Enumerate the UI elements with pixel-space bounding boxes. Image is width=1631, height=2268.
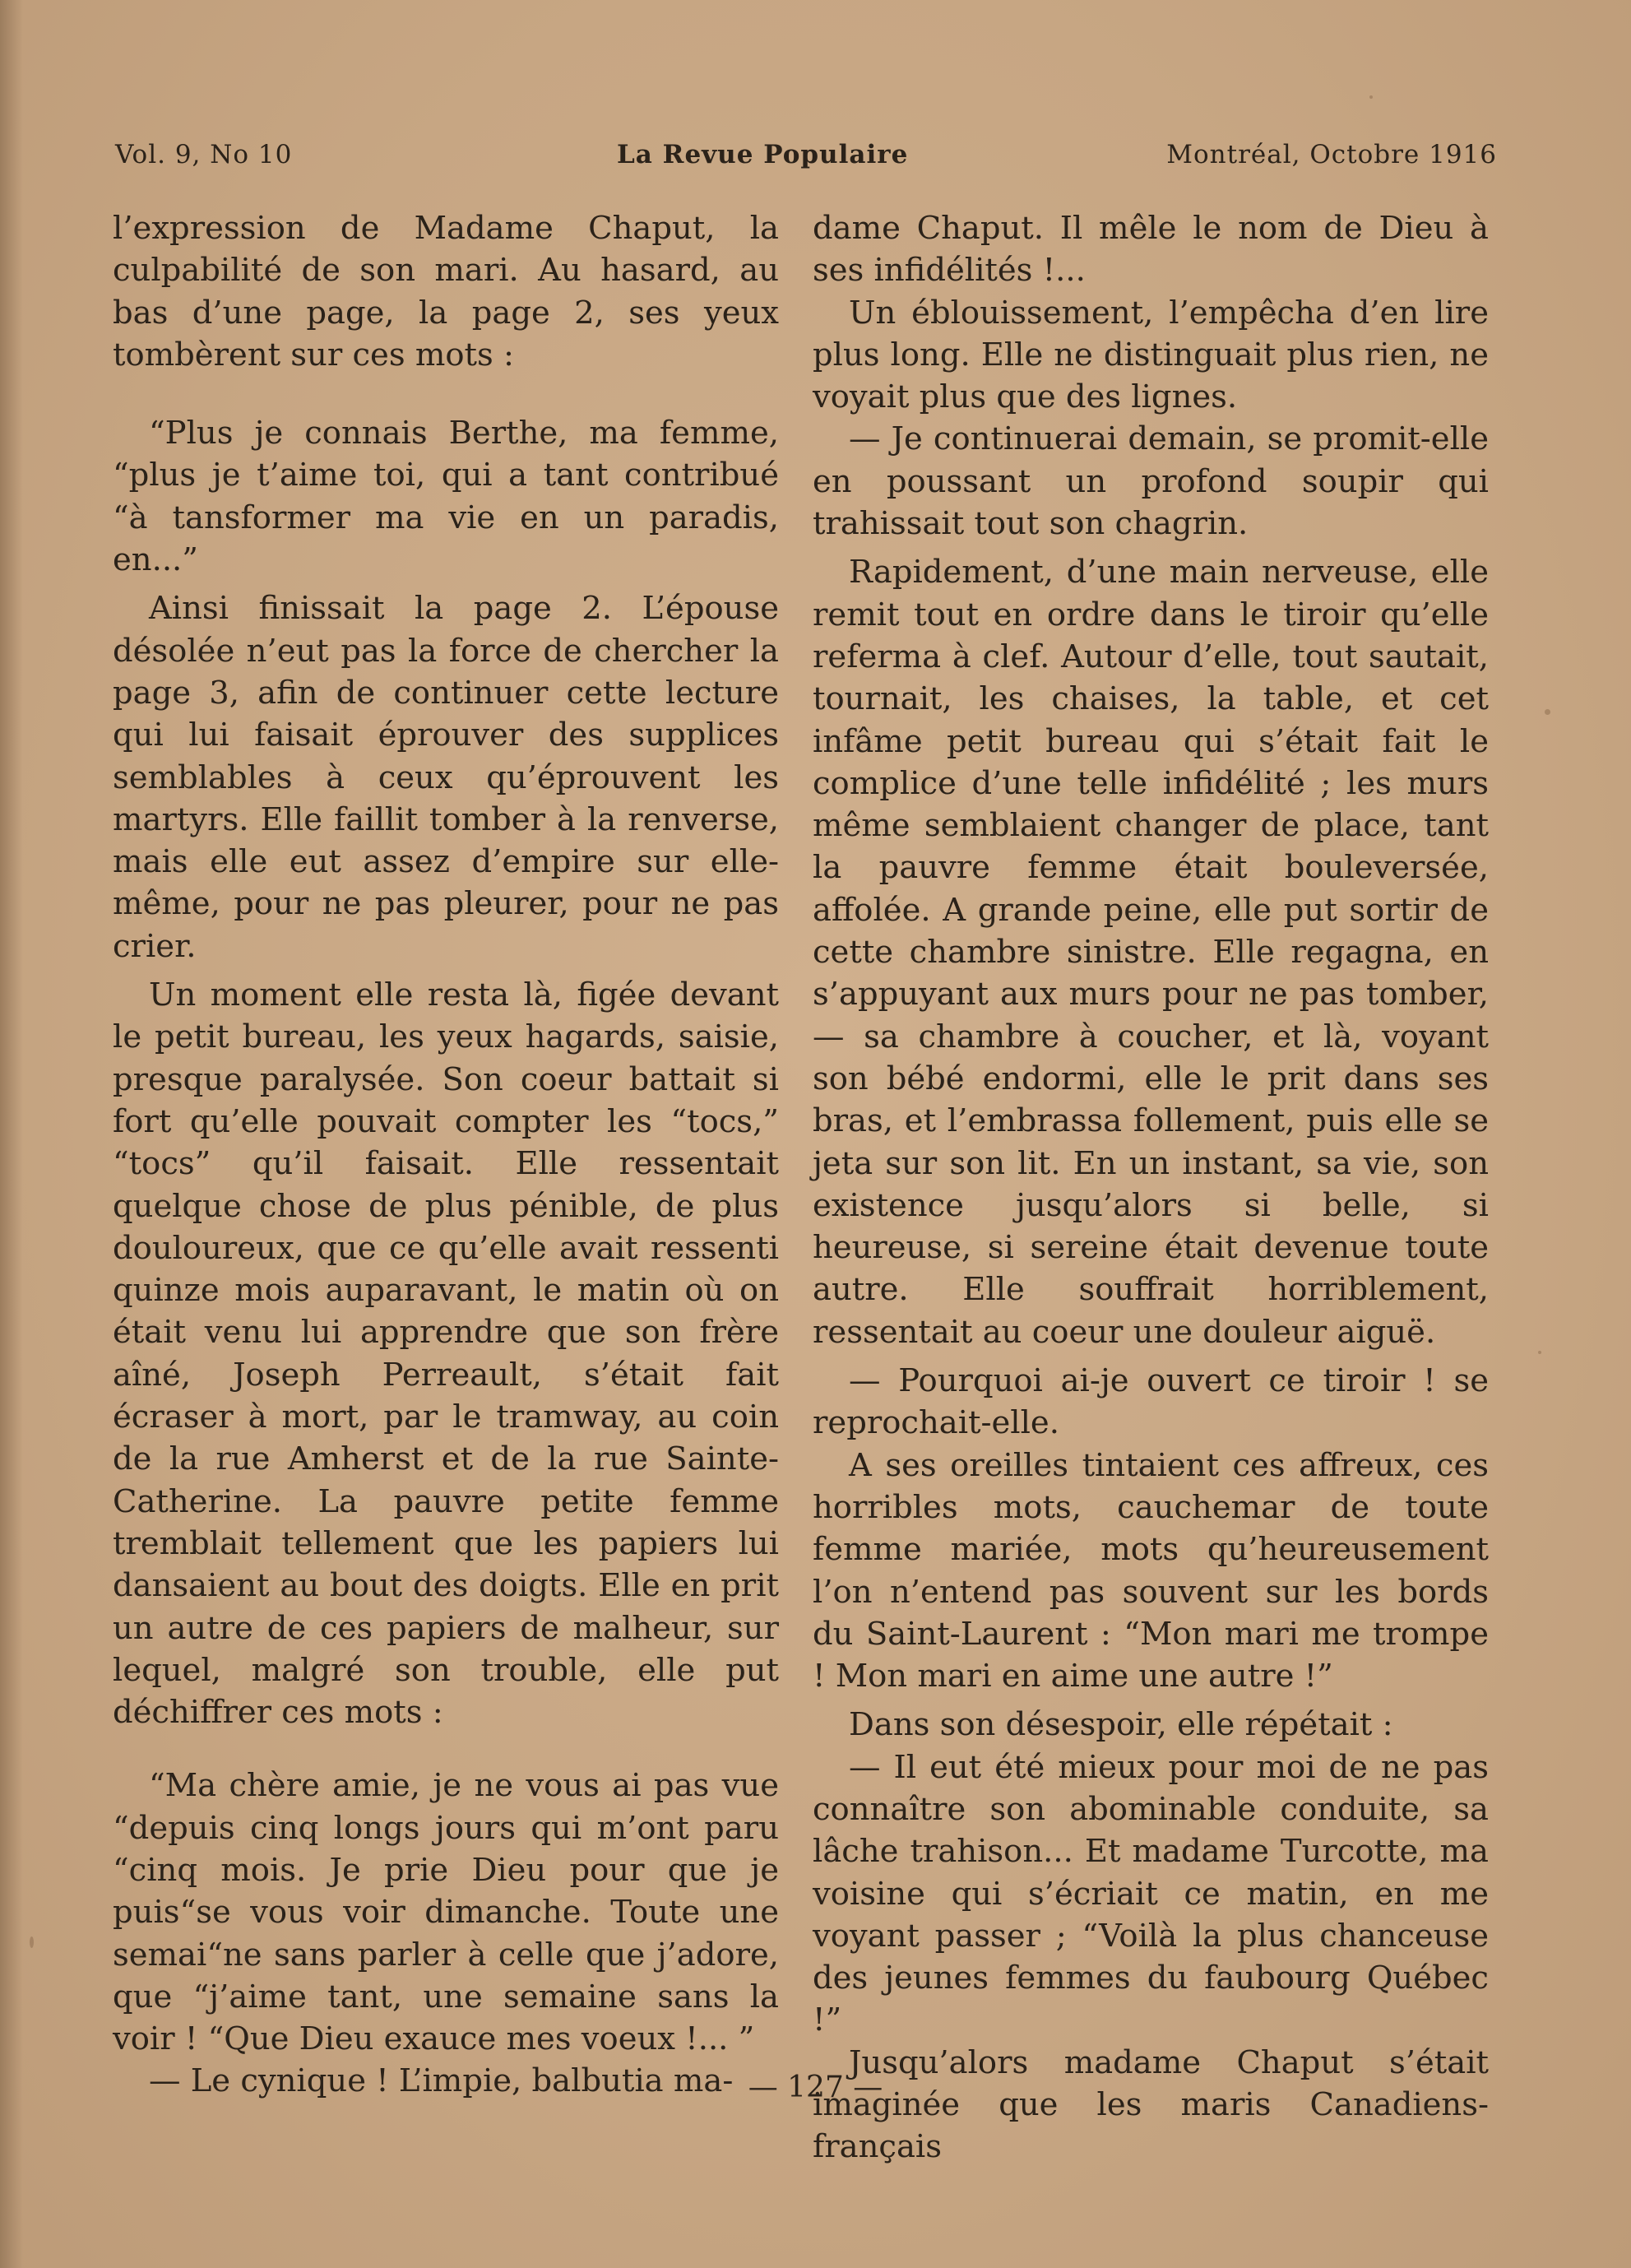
paragraph: Dans son désespoir, elle répétait :: [849, 1706, 1393, 1744]
paragraph: — Je continuerai demain, se promit-elle en poussant un profond soupir qui trahissait tout son chagrin.: [813, 420, 1489, 543]
paragraph: A ses oreilles tintaient ces affreux, ces horribles mots, cauchemar de toute femme mariée, mots qu’heureusement l’on n’entend pas souvent sur les bords du Saint-Laurent : “Mon mari me trompe ! Mon mari en aime une autre !”: [813, 1446, 1489, 1695]
paragraph: Un moment elle resta là, figée devant le petit bureau, les yeux hagards, saisie, presque paralysée. Son coeur battait si fort qu’elle pouvait compter les “tocs,” “tocs” qu’il faisait. Elle ressentait quelque chose de plus pénible, de plus douloureux, que ce qu’elle avait ressenti quinze mois auparavant, le matin où on était venu lui apprendre que son frère aîné, Joseph Perreault, s’était fait écraser à mort, par le tramway, au coin de la rue Amherst et de la rue Sainte-Catherine. La pauvre petite femme tremblait tellement que les papiers lui dansaient au bout des doigts. Elle en prit un autre de ces papiers de malheur, sur lequel, malgré son trouble, elle put déchiffrer ces mots :: [113, 976, 779, 1732]
quoted-letter: “Plus je connais Berthe, ma femme, “plus je t’aime toi, qui a tant contribué “à tansformer ma vie en un paradis, en...”: [113, 415, 779, 579]
paragraph: — Le cynique ! L’impie, balbutia ma-: [149, 2062, 734, 2100]
paragraph: — Pourquoi ai-je ouvert ce tiroir ! se reprochait-elle.: [813, 1362, 1489, 1442]
paragraph: dame Chaput. Il mêle le nom de Dieu à ses infidélités !...: [813, 210, 1489, 290]
paper-speck: [1538, 1351, 1541, 1354]
header-volume: Vol. 9, No 10: [115, 140, 293, 169]
header-publication-title: La Revue Populaire: [617, 140, 909, 169]
paragraph: Rapidement, d’une main nerveuse, elle remit tout en ordre dans le tiroir qu’elle referma à clef. Autour d’elle, tout sautait, tournait, les chaises, la table, et cet infâme petit bureau qui s’était fait le complice d’une telle infidélité ; les murs même semblaient changer de place, tant la pauvre femme était bouleversée, affolée. A grande peine, elle put sortir de cette chambre sinistre. Elle regagna, en s’appuyant aux murs pour ne pas tomber, — sa chambre à coucher, et là, voyant son bébé endormi, elle le prit dans ses bras, et l’embrassa follement, puis elle se jeta sur son lit. En un instant, sa vie, son existence jusqu’alors si belle, si heureuse, si sereine était devenue toute autre. Elle souffrait horriblement, ressentait au coeur une douleur aiguë.: [813, 554, 1489, 1351]
header-date: Montréal, Octobre 1916: [1166, 140, 1497, 169]
paragraph: — Il eut été mieux pour moi de ne pas connaître son abominable conduite, sa lâche trahison... Et madame Turcotte, ma voisine qui s’écriait ce matin, en me voyant passer ; “Voilà la plus chanceuse des jeunes femmes du faubourg Québec !”: [813, 1748, 1489, 2039]
paper-speck: [1369, 95, 1373, 99]
paper-speck: [1545, 709, 1550, 715]
quoted-letter: “Ma chère amie, je ne vous ai pas vue “depuis cinq longs jours qui m’ont paru “cinq mois. Je prie Dieu pour que je puis“se vous voir dimanche. Toute une semai“ne sans parler à celle que j’adore, que “j’aime tant, une semaine sans la voir ! “Que Dieu exauce mes voeux !... ”: [113, 1767, 779, 2058]
paragraph: l’expression de Madame Chaput, la culpabilité de son mari. Au hasard, au bas d’une page, la page 2, ses yeux tombèrent sur ces mots :: [113, 210, 779, 373]
page-edge-shadow: [0, 0, 23, 2268]
left-text-column: [113, 207, 779, 2103]
page-number: — 127 —: [748, 2071, 883, 2104]
paper-speck: [30, 1936, 34, 1948]
right-text-column: [813, 207, 1489, 2168]
running-header: [115, 140, 1497, 181]
paragraph: Ainsi finissait la page 2. L’épouse désolée n’eut pas la force de chercher la page 3, afin de continuer cette lecture qui lui faisait éprouver des supplices semblables à ceux qu’éprouvent les martyrs. Elle faillit tomber à la renverse, mais elle eut assez d’empire sur elle-même, pour ne pas pleurer, pour ne pas crier.: [113, 590, 779, 965]
paragraph: Un éblouissement, l’empêcha d’en lire plus long. Elle ne distinguait plus rien, ne voyait plus que des lignes.: [813, 294, 1489, 416]
paragraph: Jusqu’alors madame Chaput s’était imaginée que les maris Canadiens-français: [813, 2043, 1489, 2166]
